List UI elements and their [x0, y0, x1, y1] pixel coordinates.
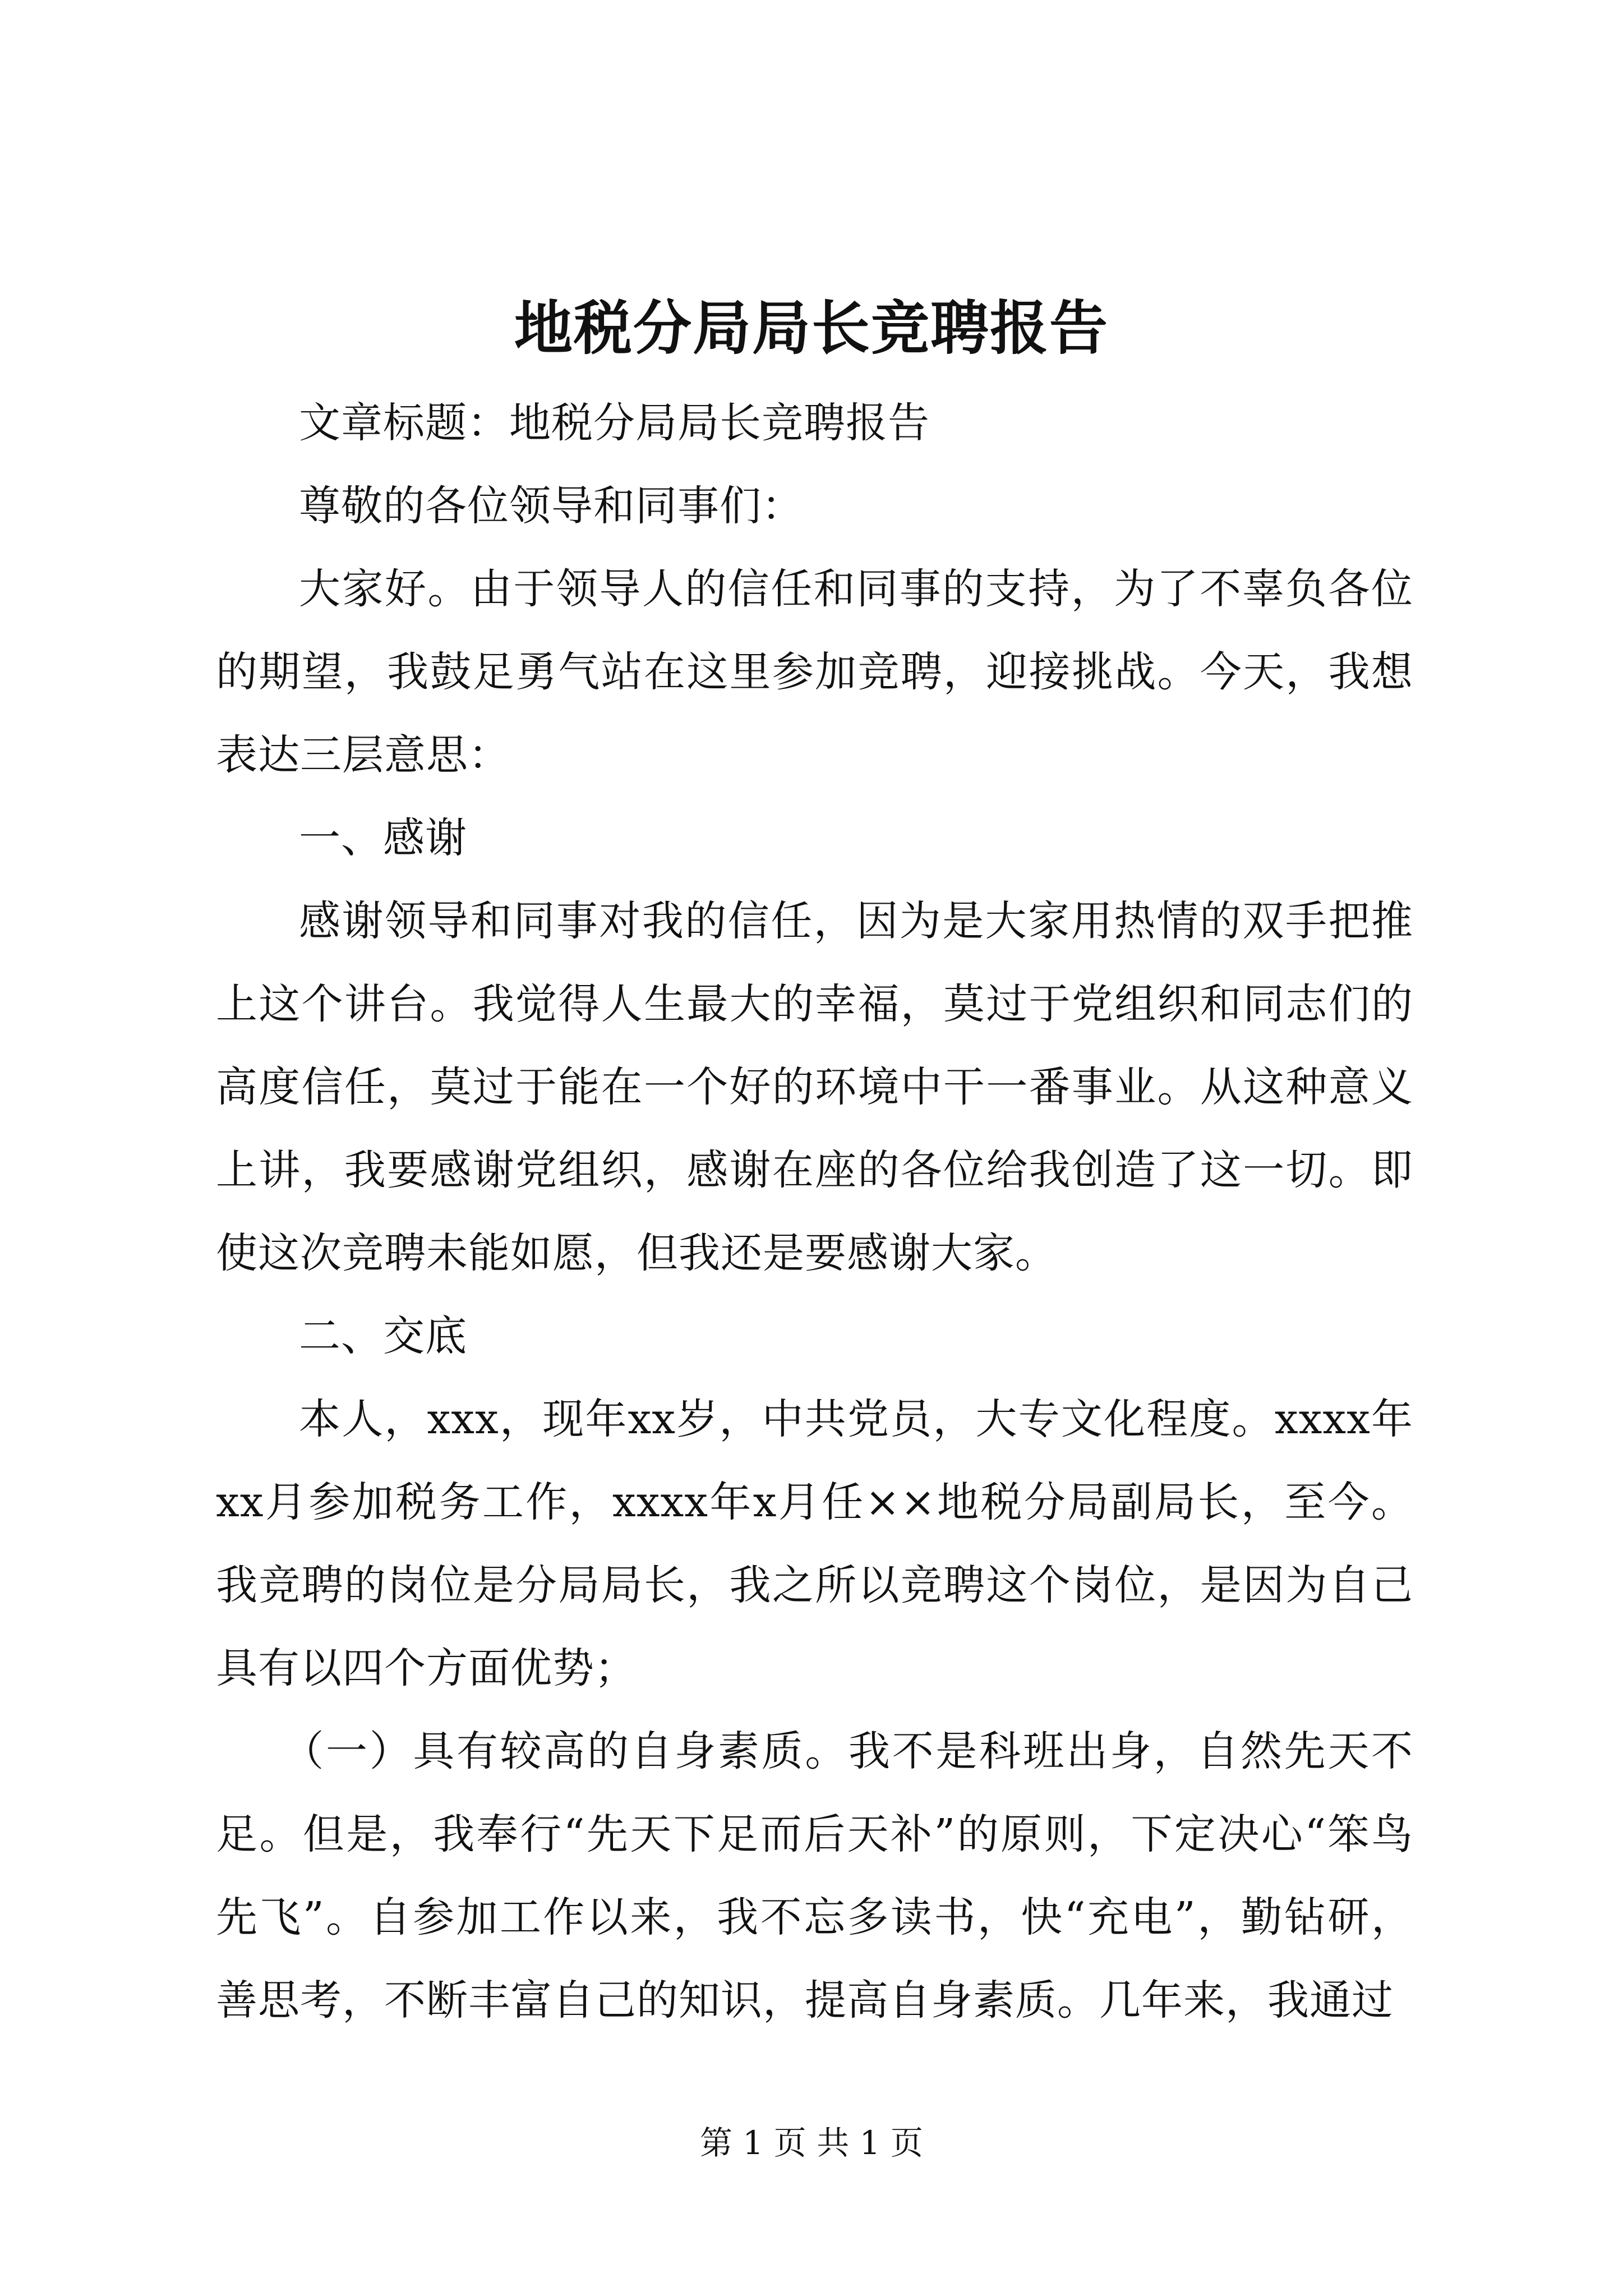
article-title-line: 文章标题：地税分局局长竞聘报告: [299, 399, 930, 447]
section-heading-thanks: 一、感谢: [299, 814, 467, 862]
document-title: 地税分局局长竞聘报告: [514, 293, 1109, 362]
page-footer: 第 1 页 共 1 页: [700, 2124, 923, 2162]
paragraph-qualities: （一）具有较高的自身素质。我不是科班出身，自然先天不足。但是，我奉行“先天下足而后天补”的原则，下定决心“笨鸟先飞”。自参加工作以来，我不忘多读书，快“充电”，勤钻研，善思考，不断丰富自己的知识，提高自身素质。几年来，我通过: [216, 1727, 1413, 2024]
document-body: [216, 381, 1413, 2042]
salutation: 尊敬的各位领导和同事们：: [299, 482, 804, 530]
paragraph-thanks: 感谢领导和同事对我的信任，因为是大家用热情的双手把推上这个讲台。我觉得人生最大的幸福，莫过于党组织和同志们的高度信任，莫过于能在一个好的环境中干一番事业。从这种意义上讲，我要感谢党组织，感谢在座的各位给我创造了这一切。即使这次竞聘未能如愿，但我还是要感谢大家。: [216, 897, 1413, 1277]
paragraph-background: 本人，xxx，现年xx岁，中共党员，大专文化程度。xxxx年xx月参加税务工作，xxxx年x月任××地税分局副局长，至今。我竞聘的岗位是分局局长，我之所以竞聘这个岗位，是因为自己具有以四个方面优势；: [216, 1395, 1413, 1692]
paragraph-greeting: 大家好。由于领导人的信任和同事的支持，为了不辜负各位的期望，我鼓足勇气站在这里参加竞聘，迎接挑战。今天，我想表达三层意思：: [216, 565, 1413, 779]
section-heading-background: 二、交底: [299, 1312, 467, 1360]
